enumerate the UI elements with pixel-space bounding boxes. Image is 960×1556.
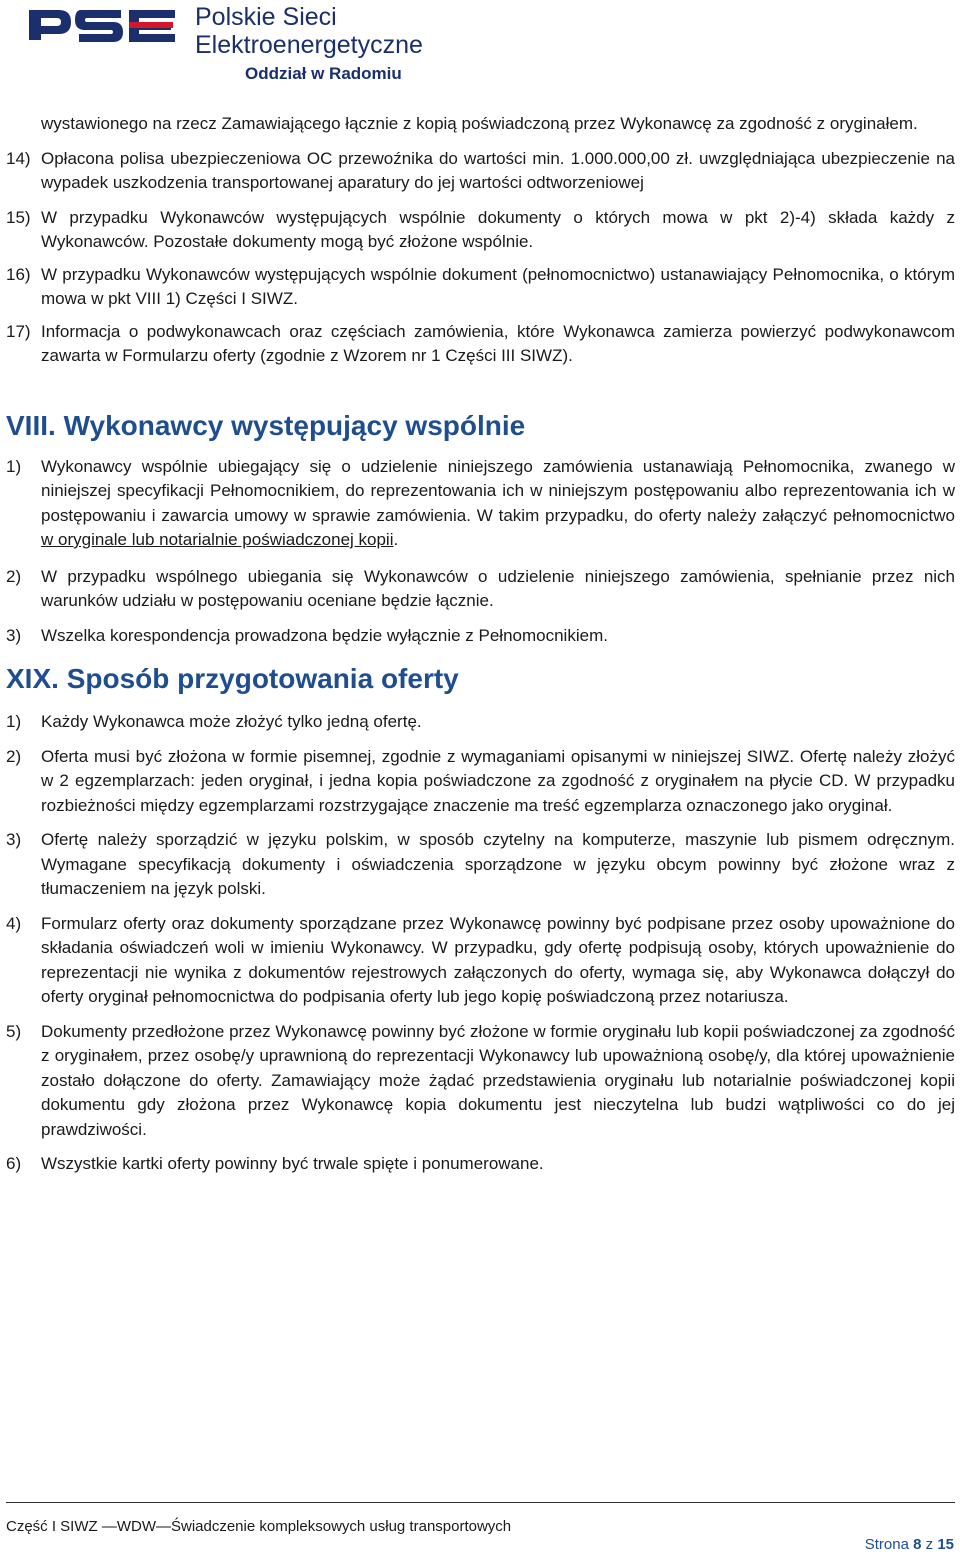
section19-item-3 <box>6 828 955 902</box>
item-number: 2) <box>6 566 22 586</box>
item-number: 1) <box>6 456 22 476</box>
list-item-14 <box>6 147 955 196</box>
item-number: 3) <box>6 625 22 645</box>
footer-document-title: Część I SIWZ —WDW—Świadczenie kompleksowych usług transportowych <box>6 1518 512 1535</box>
item-number: 15) <box>6 207 31 227</box>
company-logo <box>25 2 445 88</box>
list-item-15 <box>6 206 955 255</box>
item-text: Opłacona polisa ubezpieczeniowa OC przewoźnika do wartości min. 1.000.000,00 zł. uwzględniająca ubezpieczenie na wypadek uszkodzenia transportowanej aparatury do jej wartości odtworzeniowej <box>41 148 955 192</box>
item-number: 6) <box>6 1154 22 1173</box>
item-number: 5) <box>6 1021 22 1041</box>
section19-item-6 <box>6 1152 955 1177</box>
brand-line-3: Oddział w Radomiu <box>245 64 402 83</box>
item-text-main: Wykonawcy wspólnie ubiegający się o udzielenie niniejszego zamówienia ustanawiają Pełnomocnika, zwanego w niniejszej specyfikacji Pełnomocnikiem, do reprezentowania ich w niniejszym postępowaniu albo reprezentowania ich w postępowaniu i zawarcia umowy w sprawie zamówienia. W takim przypadku, do oferty należy załączyć pełnomocnictwo <box>41 456 955 525</box>
footer-divider <box>6 1502 955 1503</box>
section-title: Sposób przygotowania oferty <box>66 663 459 694</box>
item-text: Wszelka korespondencja prowadzona będzie wyłącznie z Pełnomocnikiem. <box>41 625 608 645</box>
brand-line-1: Polskie Sieci <box>195 3 337 31</box>
p13-line-1: wystawionego na rzecz Zamawiającego łącznie z kopią poświadczoną przez Wykonawcę za <box>41 114 735 133</box>
item-text: W przypadku Wykonawców występujących wspólnie dokumenty o których mowa w pkt 2)-4) składa każdy z Wykonawców. Pozostałe dokumenty mogą być złożone wspólnie. <box>41 207 955 251</box>
item-number: 17) <box>6 321 31 341</box>
list-item-16 <box>6 263 955 312</box>
section19-item-4 <box>6 912 955 1010</box>
section-heading-viii <box>6 409 955 443</box>
section19-item-1 <box>6 710 955 735</box>
page-total: 15 <box>937 1536 954 1553</box>
item-number: 1) <box>6 712 22 731</box>
item-number: 14) <box>6 148 31 168</box>
item-text: Oferta musi być złożona w formie pisemnej, zgodnie z wymaganiami opisanymi w niniejszej SIWZ. Ofertę należy złożyć w 2 egzemplarzach: jeden oryginał, i jedna kopia poświadczone za zgodność z oryginałem na płycie CD. W przypadku rozbieżności między egzemplarzami rozstrzygające znaczenie ma treść egzemplarza oznaczonego jako oryginał. <box>41 746 955 815</box>
item-text-end: . <box>393 530 399 549</box>
brand-line-2: Elektroenergetyczne <box>195 31 423 59</box>
section8-item-2 <box>6 565 955 614</box>
item-text: Formularz oferty oraz dokumenty sporządzane przez Wykonawcę powinny być podpisane przez osoby upoważnione do składania oświadczeń woli w imieniu Wykonawcy. W przypadku, gdy ofertę podpisują osoby, których upoważnienie do reprezentacji nie wynika z dokumentów rejestrowych załączonych do oferty, wymaga się, aby Wykonawca dołączył do oferty oryginał pełnomocnictwa do podpisania oferty lub jego kopię poświadczoną przez notariusza. <box>41 913 955 1006</box>
section8-item-3 <box>6 624 955 649</box>
pse-logo-icon <box>25 6 185 62</box>
item-text <box>41 455 955 553</box>
page-of: z <box>925 1536 934 1553</box>
item-text: Każdy Wykonawca może złożyć tylko jedną ofertę. <box>41 712 422 731</box>
p13-line-2: zgodność z oryginałem. <box>739 114 918 133</box>
item-number: 16) <box>6 264 31 284</box>
section-number: XIX. <box>6 663 59 694</box>
item-text: Dokumenty przedłożone przez Wykonawcę powinny być złożone w formie oryginału lub kopii poświadczonej za zgodność z oryginałem, przez osobę/y uprawnioną do reprezentacji Wykonawcy lub upoważnioną osobę/y, dla której upoważnienie zostało dołączone do oferty. Zamawiający może żądać przedstawienia oryginału lub notarialnie poświadczonej kopii dokumentu gdy złożona przez Wykonawcę kopia dokumentu jest nieczytelna lub budzi wątpliwości co do jej prawdziwości. <box>41 1021 955 1139</box>
list-item-17 <box>6 320 955 369</box>
section-heading-xix <box>6 662 955 696</box>
item-number: 3) <box>6 830 22 849</box>
section19-item-5 <box>6 1020 955 1143</box>
item-number: 2) <box>6 746 22 766</box>
page-current: 8 <box>913 1536 922 1553</box>
item-text: Wszystkie kartki oferty powinny być trwale spięte i ponumerowane. <box>41 1154 544 1173</box>
page-number <box>865 1536 954 1553</box>
item-text: Informacja o podwykonawcach oraz częściach zamówienia, które Wykonawca zamierza powierzyć podwykonawcom zawarta w Formularzu oferty (zgodnie z Wzorem nr 1 Części III SIWZ). <box>41 321 955 365</box>
item-number: 4) <box>6 913 22 933</box>
section-title: Wykonawcy występujący wspólnie <box>63 409 526 441</box>
page-label: Strona <box>864 1536 909 1553</box>
section-number: VIII. <box>6 409 56 441</box>
section19-item-2 <box>6 745 955 819</box>
item-text-underlined: w oryginale lub notarialnie poświadczonej kopii <box>41 530 394 549</box>
item-text: W przypadku wspólnego ubiegania się Wykonawców o udzielenie niniejszego zamówienia, spełnianie przez nich warunków udziału w postępowaniu oceniane będzie łącznie. <box>41 566 955 610</box>
section8-item-1 <box>6 455 955 553</box>
item-text: Ofertę należy sporządzić w języku polskim, w sposób czytelny na komputerze, maszynie lub pismem odręcznym. Wymagane specyfikacją dokumenty i oświadczenia sporządzone w języku obcym powinny być złożone wraz z tłumaczeniem na język polski. <box>41 830 955 898</box>
paragraph-13-continuation <box>6 112 955 137</box>
item-text: W przypadku Wykonawców występujących wspólnie dokument (pełnomocnictwo) ustanawiający Pełnomocnika, o którym mowa w pkt VIII 1) Części I SIWZ. <box>41 264 955 308</box>
document-body <box>6 112 955 1177</box>
